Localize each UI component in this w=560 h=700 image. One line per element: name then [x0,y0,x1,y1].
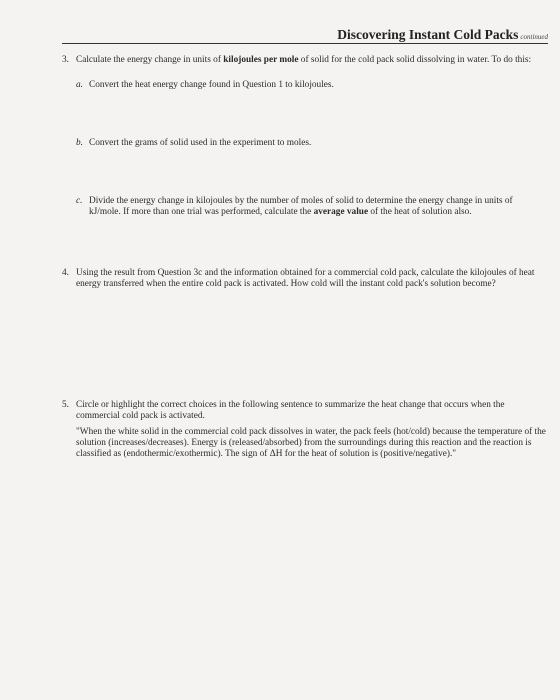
subquestion-text: Convert the heat energy change found in Question 1 to kilojoules. [89,80,334,90]
subquestion-text [89,196,546,218]
title-suffix: continued [520,33,548,41]
question-3c [76,196,546,218]
page-title: Discovering Instant Cold Packs [337,27,519,42]
subquestion-letter: c. [76,196,83,206]
subquestion-text: Convert the grams of solid used in the experiment to moles. [89,138,312,148]
question-text [76,55,548,66]
question-number: 4. [62,268,69,278]
question-number: 3. [62,55,69,65]
question-number: 5. [62,400,69,410]
header-rule [62,43,548,44]
question-3 [62,55,548,66]
question-text: Circle or highlight the correct choices in the following sentence to summarize the heat change that occurs when the commercial cold pack is activated. [76,400,505,421]
summary-sentence: "When the white solid in the commercial cold pack dissolves in water, the pack feels (hot/cold) because the temperature of the solution (increases/decreases). Energy is (released/absorbed) from the surroundings during this reaction and the reaction is classified as (endothermic/exothermic). The sign of ΔH for the heat of solution is (positive/negative)." [76,427,546,459]
question-text: Using the result from Question 3c and the information obtained for a commercial cold pack, calculate the kilojoules of heat energy transferred when the entire cold pack is activated. How cold will the instant cold pack's solution become? [76,268,535,289]
subquestion-letter: b. [76,138,83,148]
subquestion-letter: a. [76,80,83,90]
question-text-bold: kilojoules per mole [223,55,299,65]
question-text-part: of solid for the cold pack solid dissolving in water. To do this: [298,55,532,65]
question-3b [76,138,546,149]
question-4 [62,268,548,290]
page-header [0,26,548,44]
question-5 [62,400,548,460]
subquestion-text-part: Divide the energy change in kilojoules by the number of moles of solid to determine the energy change in units of kJ/mole. If more than one trial was performed, calculate the [89,196,513,217]
subquestion-text-bold: average value [313,207,369,217]
subquestion-text-part: of the heat of solution also. [368,207,472,217]
question-text-part: Calculate the energy change in units of [76,55,224,65]
question-3a [76,80,546,91]
